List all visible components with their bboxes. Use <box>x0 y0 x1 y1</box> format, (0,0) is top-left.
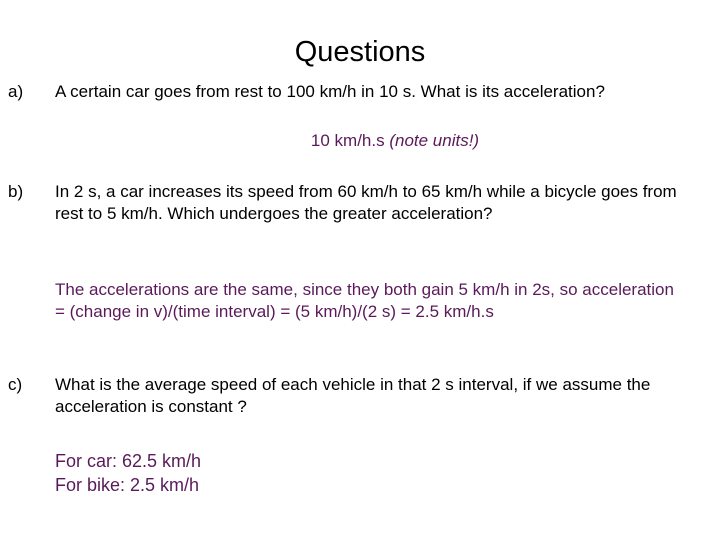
question-b-text: In 2 s, a car increases its speed from 60 km/h to 65 km/h while a bicycle goes from rest to 5 km/h. Which undergoes the greater acceleration? <box>55 182 677 223</box>
question-a-label: a) <box>8 82 24 101</box>
question-a-text: A certain car goes from rest to 100 km/h in 10 s. What is its acceleration? <box>55 82 605 101</box>
question-c-answer <box>55 449 455 497</box>
answer-a-value: 10 km/h.s <box>310 131 390 150</box>
answer-c-car: For car: 62.5 km/h <box>55 451 202 471</box>
question-c-label: c) <box>8 375 23 394</box>
answer-c-bike: For bike: 2.5 km/h <box>55 475 200 495</box>
slide-title: Questions <box>294 36 426 68</box>
question-b-answer: The accelerations are the same, since they both gain 5 km/h in 2s, so acceleration = (change in v)/(time interval) = (5 km/h)/(2 s) = 2.5 km/h.s <box>55 280 674 321</box>
question-c-text: What is the average speed of each vehicle in that 2 s interval, if we assume the acceleration is constant ? <box>55 375 651 416</box>
question-b-label: b) <box>8 182 24 201</box>
question-a-answer <box>0 130 720 152</box>
answer-a-note: (note units!) <box>389 131 480 150</box>
